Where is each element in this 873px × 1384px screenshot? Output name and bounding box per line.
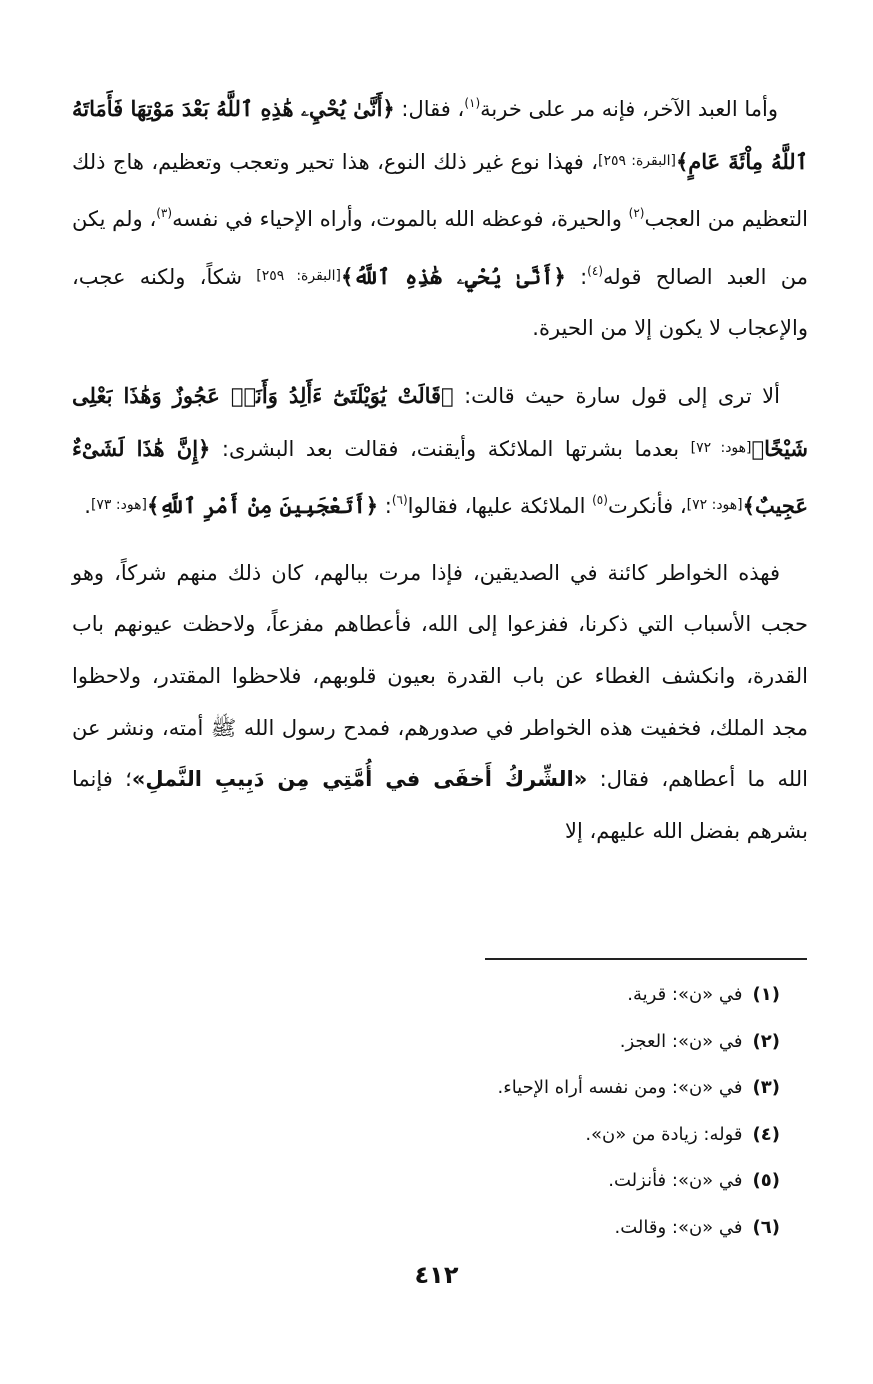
footnote-text: قوله: زيادة من «ن».	[585, 1123, 743, 1145]
text-run: بعدما بشرتها الملائكة وأيقنت، فقالت بعد البشرى:	[210, 436, 691, 461]
text-run: ألا ترى إلى قول سارة حيث قالت:	[453, 383, 780, 408]
verse-reference: [هود: ٧٢]	[690, 439, 752, 456]
footnote-number: (٥)	[752, 1170, 780, 1191]
text-run: الملائكة عليها، فقالوا	[407, 494, 593, 519]
text-run: ، فأنكرت	[607, 494, 687, 519]
verse-reference: [هود: ٧٢]	[686, 497, 743, 514]
text-run: ، ولم يكن من العبد الصالح قوله	[72, 207, 808, 289]
paragraph	[72, 78, 808, 355]
footnote-number: (٢)	[752, 1030, 780, 1052]
footnote-text: في «ن»: ومن نفسه أراه الإحياء.	[497, 1077, 743, 1098]
verse-reference: [البقرة: ٢٥٩]	[597, 152, 676, 169]
footnote-marker: (٣)	[156, 206, 173, 221]
verse-reference: [البقرة: ٢٥٩]	[256, 267, 342, 284]
quran-verse: ﴿إِنَّ هَٰذَا لَشَىْءٌ عَجِيبٌ﴾	[72, 435, 808, 519]
footnote-text: في «ن»: قرية.	[627, 984, 743, 1005]
footnote-text: في «ن»: فأنزلت.	[608, 1170, 743, 1191]
footnote-marker: (٤)	[587, 263, 603, 278]
text-run: ، فهذا نوع غير ذلك النوع، هذا تحير وتعجب وتعظيم، هاج ذلك التعظيم من العجب	[72, 149, 808, 232]
footnote-number: (٦)	[752, 1216, 780, 1238]
quran-verse: ﴿أَنَّىٰ يُحْيِۦ هَٰذِهِ ٱللَّهُ بَعْدَ مَوْتِهَا فَأَمَاتَهُ ٱللَّهُ مِاْئَةَ عَامٍ﴾	[72, 96, 808, 174]
hadith-quote: «الشِّركُ أَخفَى في أُمَّتِي مِن دَبِيبِ النَّملِ»	[131, 767, 588, 792]
quran-verse: ﴿أَنَّىٰ يُحْيِۦ هَٰذِهِ ٱللَّهُ﴾	[341, 263, 566, 289]
verse-reference: [هود: ٧٣]	[90, 497, 147, 514]
page-number: ٤١٢	[414, 1261, 459, 1289]
quran-verse: ﴿أَتَعْجَبِينَ مِنْ أَمْرِ ٱللَّهِ﴾	[146, 493, 379, 519]
footnote-5	[260, 1158, 780, 1205]
footnote-marker: (١)	[464, 96, 481, 110]
text-run: والحيرة، فوعظه الله بالموت، وأراه الإحياء في نفسه	[172, 207, 629, 232]
text-run: وأما العبد الآخر، فإنه مر على خربة	[480, 97, 778, 121]
text-run: شكاً، ولكنه عجب، والإعجاب لا يكون إلا من الحيرة.	[72, 264, 808, 341]
footnote-number: (١)	[752, 984, 780, 1005]
footnote-2	[260, 1019, 780, 1066]
footnote-text: في «ن»: وقالت.	[614, 1216, 743, 1238]
footnote-number: (٣)	[752, 1077, 780, 1098]
text-run: فهذه الخواطر كائنة في الصديقين، فإذا مرت ببالهم، كان ذلك منهم شركاً، وهو حجب الأسباب التي ذكرنا، ففزعوا إلى الله، فأعطاهم مفزعاً، ولاحظت عيونهم باب القدرة، وانكشف الغطاء عن باب القدرة بعيون قلوبهم، فلاحظوا المقتدر، ولاحظوا مجد الملك، فخفيت هذه الخواطر في صدورهم، فمدح رسول الله ﷺ أمته، ونشر عن الله ما أعطاهم، فقال:	[72, 560, 808, 792]
text-run: :	[378, 494, 392, 519]
paragraph	[72, 370, 808, 533]
footnote-4	[260, 1112, 780, 1159]
footnote-marker: (٥)	[592, 493, 608, 508]
main-text	[72, 78, 808, 872]
footnote-6	[260, 1205, 780, 1252]
footnote-text: في «ن»: العجز.	[619, 1030, 743, 1052]
text-run: ، فقال:	[394, 97, 465, 121]
text-run: ؛ فإنما بشرهم بفضل الله عليهم، إلا	[72, 767, 808, 843]
footnote-3	[260, 1065, 780, 1112]
footnotes	[260, 972, 780, 1251]
footnote-marker: (٦)	[391, 493, 408, 508]
footnote-number: (٤)	[752, 1123, 780, 1145]
paragraph	[72, 548, 808, 858]
footnote-divider	[485, 958, 807, 960]
footnote-1	[260, 972, 780, 1019]
footnote-marker: (٢)	[628, 206, 645, 221]
text-run: :	[565, 264, 588, 289]
quran-verse: ﴿قَالَتْ يَٰوَيْلَتَىٰٓ ءَأَلِدُ وَأَنَا۠ عَجُوزٌ وَهَٰذَا بَعْلِى شَيْخًا﴾	[72, 382, 809, 461]
text-run: .	[84, 494, 91, 519]
